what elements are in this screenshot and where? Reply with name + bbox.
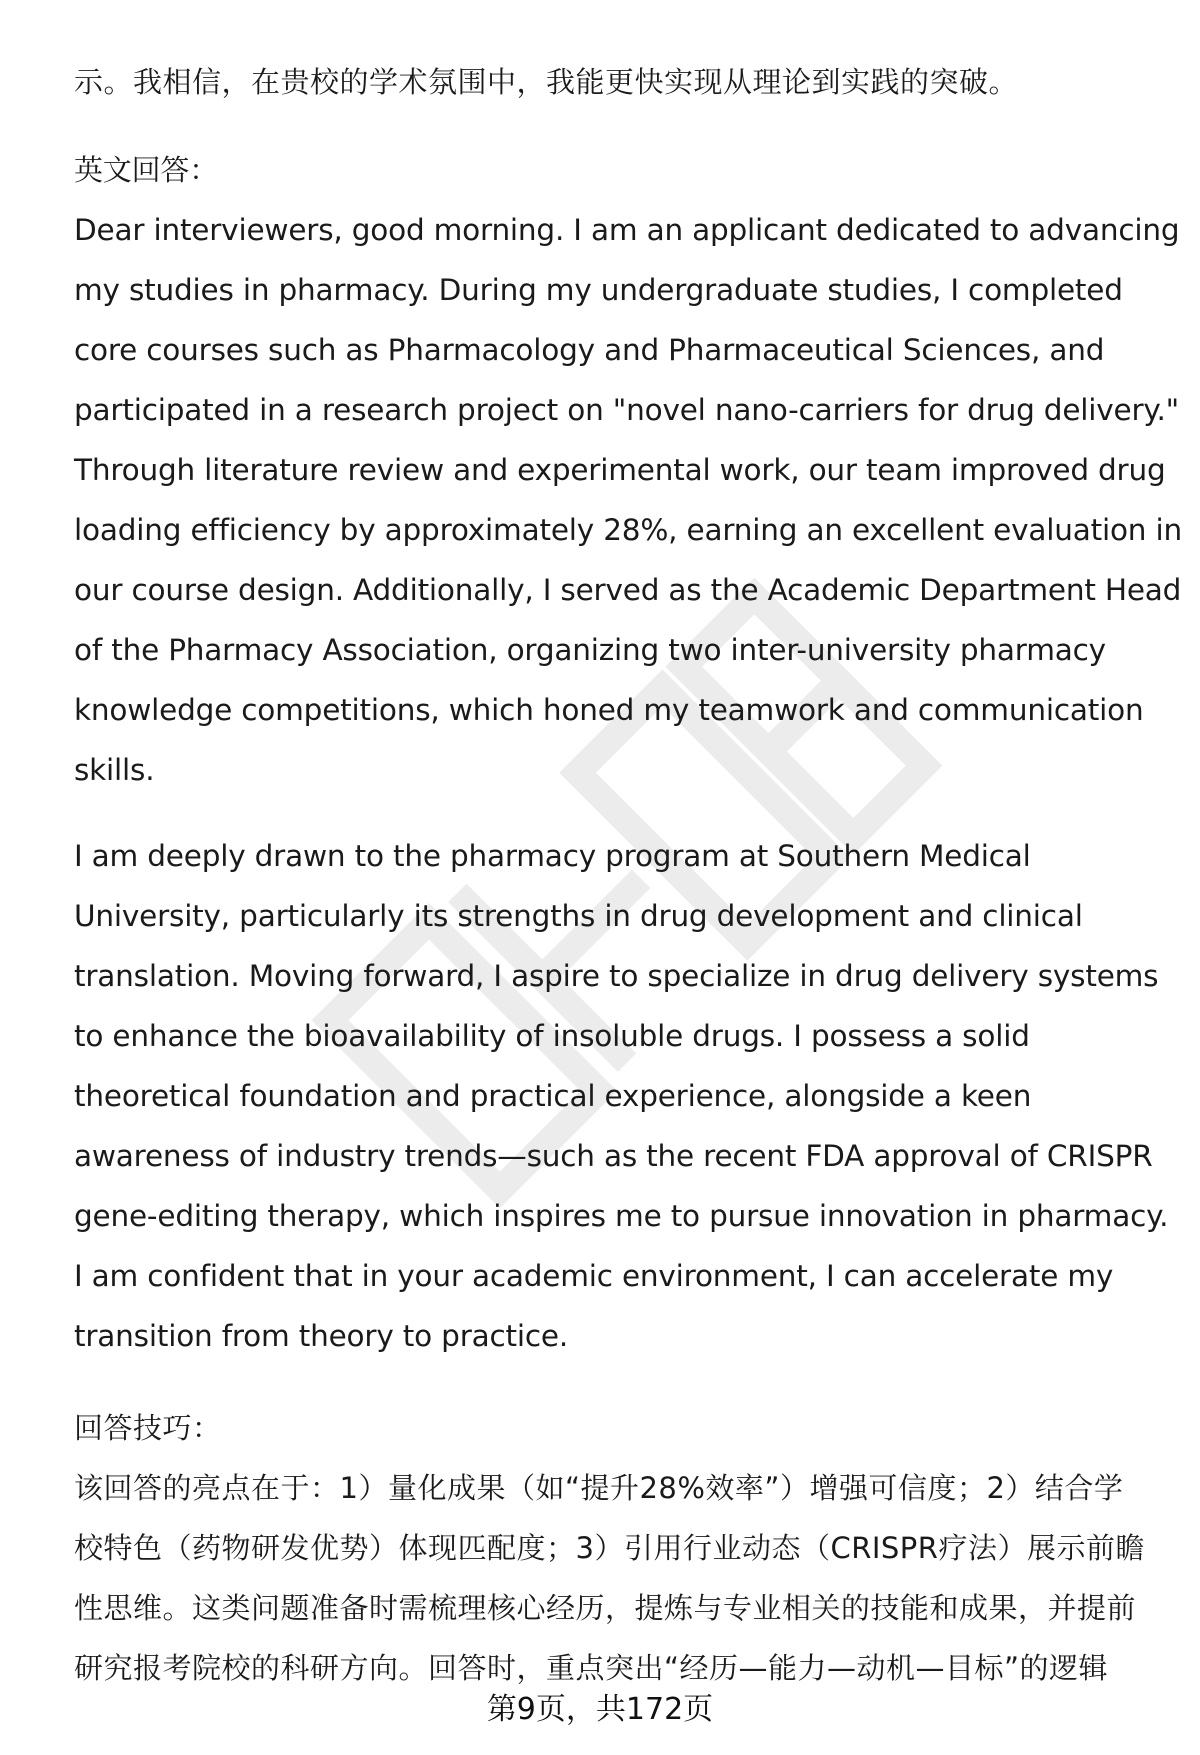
- paragraph-line: transition from theory to practice.: [74, 1319, 569, 1353]
- tips-line: 校特色（药物研发优势）体现匹配度；3）引用行业动态（CRISPR疗法）展示前瞻: [74, 1531, 1145, 1565]
- paragraph-line: gene-editing therapy, which inspires me to pursue innovation in pharmacy.: [74, 1199, 1169, 1233]
- paragraph-line: University, particularly its strengths in drug development and clinical: [74, 899, 1083, 933]
- paragraph-line: skills.: [74, 753, 155, 787]
- paragraph-line: translation. Moving forward, I aspire to specialize in drug delivery systems: [74, 959, 1159, 993]
- english-answer-heading: 英文回答：: [74, 153, 219, 187]
- intro-block: [74, 52, 1018, 112]
- answer-tips-section: [74, 1398, 1145, 1698]
- tips-line: 性思维。这类问题准备时需梳理核心经历，提炼与专业相关的技能和成果，并提前: [74, 1591, 1137, 1625]
- paragraph-line: knowledge competitions, which honed my teamwork and communication: [74, 693, 1144, 727]
- paragraph-line: Through literature review and experimental work, our team improved drug: [74, 453, 1166, 487]
- paragraph-line: I am deeply drawn to the pharmacy program at Southern Medical: [74, 839, 1031, 873]
- page-number-footer: 第9页，共172页: [486, 1692, 714, 1727]
- tips-heading: 回答技巧：: [74, 1411, 222, 1445]
- paragraph-line: to enhance the bioavailability of insoluble drugs. I possess a solid: [74, 1019, 1030, 1053]
- english-answer-section: [74, 140, 1182, 800]
- english-paragraph-2: [74, 826, 1168, 1366]
- paragraph-line: core courses such as Pharmacology and Pharmaceutical Sciences, and: [74, 333, 1105, 367]
- tips-line: 该回答的亮点在于：1）量化成果（如“提升28%效率”）增强可信度；2）结合学: [74, 1471, 1124, 1505]
- paragraph-line: participated in a research project on "novel nano-carriers for drug delivery.": [74, 393, 1179, 427]
- paragraph-line: my studies in pharmacy. During my undergraduate studies, I completed: [74, 273, 1123, 307]
- paragraph-line: awareness of industry trends—such as the recent FDA approval of CRISPR: [74, 1139, 1153, 1173]
- paragraph-line: theoretical foundation and practical experience, alongside a keen: [74, 1079, 1032, 1113]
- english-paragraph-1: [74, 200, 1182, 800]
- paragraph-line: I am confident that in your academic environment, I can accelerate my: [74, 1259, 1114, 1293]
- paragraph-line: our course design. Additionally, I served as the Academic Department Head: [74, 573, 1182, 607]
- intro-line: 示。我相信，在贵校的学术氛围中，我能更快实现从理论到实践的突破。: [74, 65, 1019, 99]
- tips-line: 研究报考院校的科研方向。回答时，重点突出“经历—能力—动机—目标”的逻辑: [74, 1651, 1109, 1685]
- paragraph-line: of the Pharmacy Association, organizing two inter-university pharmacy: [74, 633, 1106, 667]
- paragraph-line: loading efficiency by approximately 28%, earning an excellent evaluation in: [74, 513, 1182, 547]
- paragraph-line: Dear interviewers, good morning. I am an applicant dedicated to advancing: [74, 213, 1180, 247]
